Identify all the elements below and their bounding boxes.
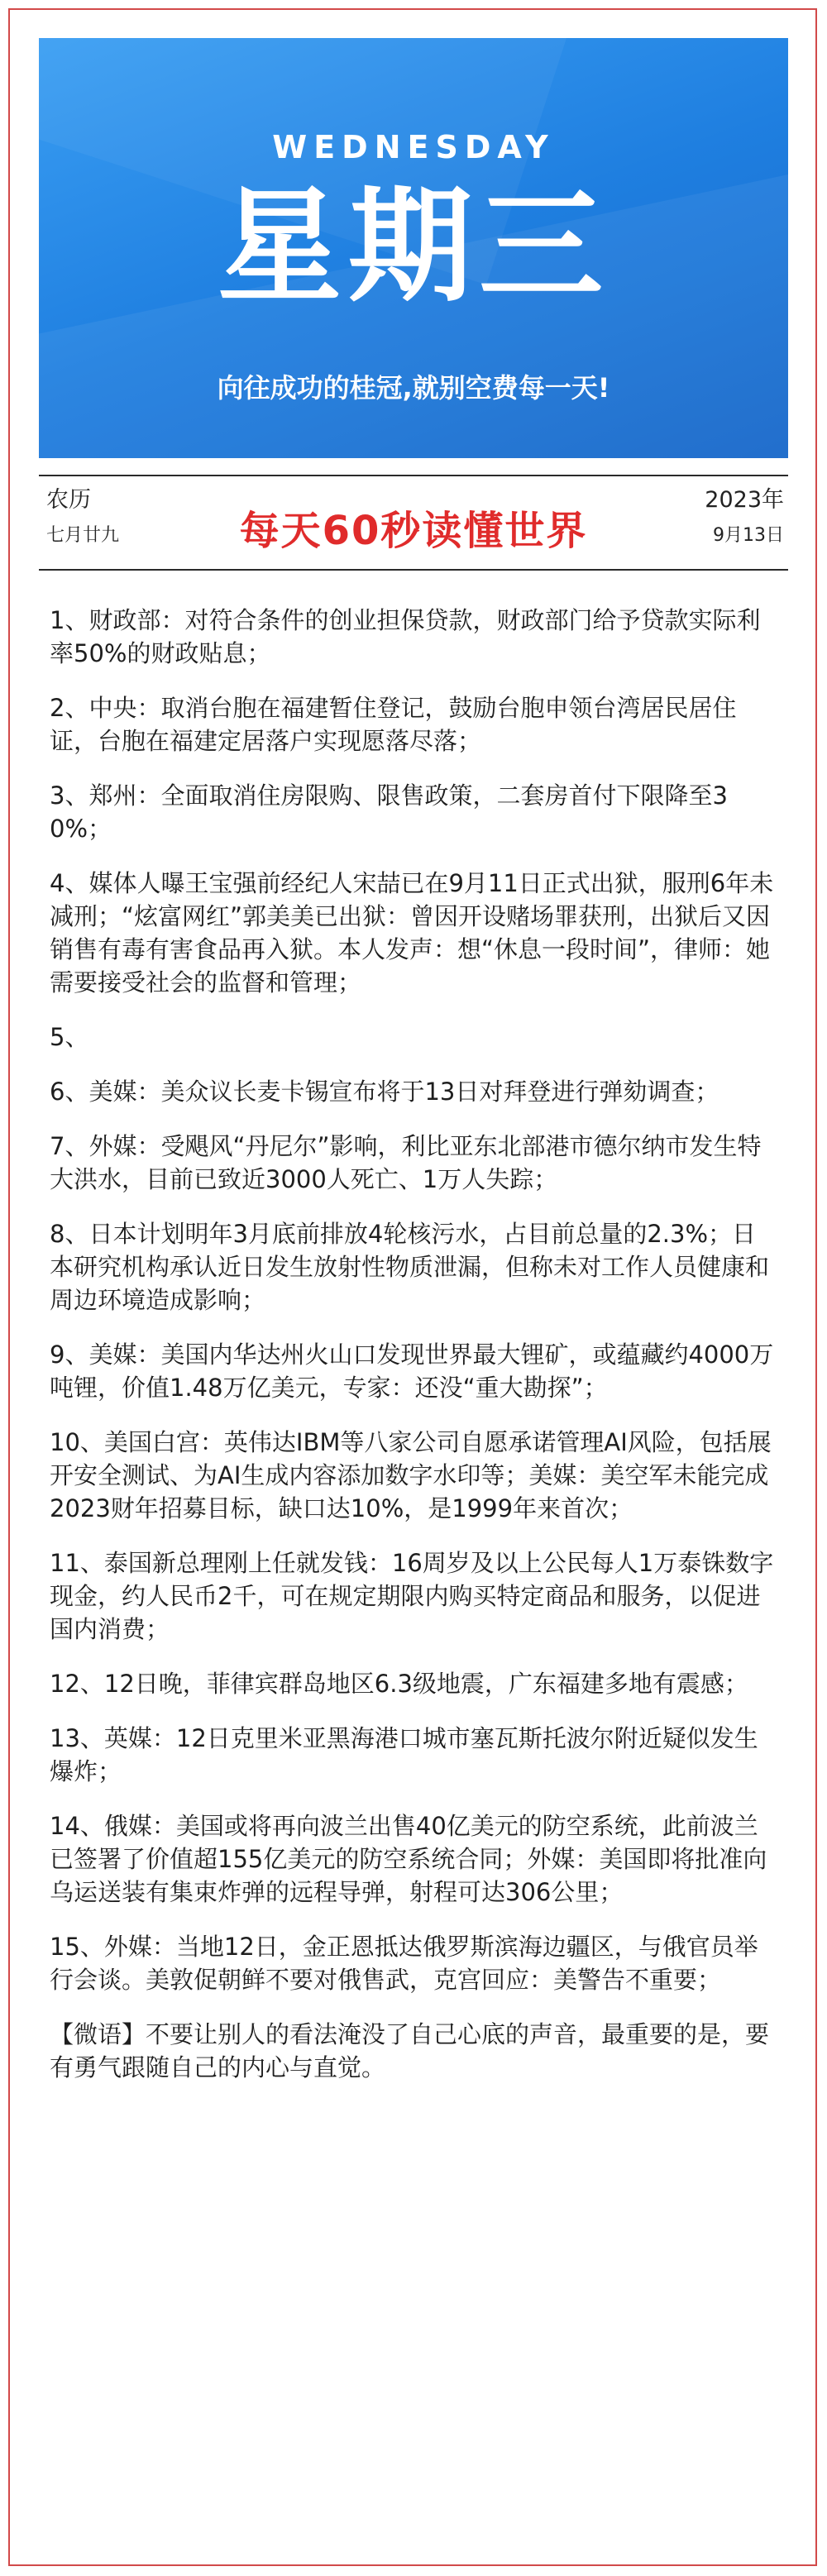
news-item-6: 6、美媒：美众议长麦卡锡宣布将于13日对拜登进行弹劾调查； [50,1078,719,1106]
news-item-2: 2、中央：取消台胞在福建暂住登记，鼓励台胞申领台湾居民居住证，台胞在福建定居落户实现愿落尽落； [50,694,737,755]
news-item-10: 10、美国白宫：英伟达IBM等八家公司自愿承诺管理AI风险，包括展开安全测试、为AI生成内容添加数字水印等；美媒：美空军未能完成2023财年招募目标，缺口达10%，是1999年来首次； [50,1428,772,1522]
news-item-15: 15、外媒：当地12日，金正恩抵达俄罗斯滨海边疆区，与俄官员举行会谈。美敦促朝鲜不要对俄售武，克宫回应：美警告不重要； [50,1933,758,1994]
news-item-13: 13、英媒：12日克里米亚黑海港口城市塞瓦斯托波尔附近疑似发生爆炸； [50,1724,758,1785]
news-item-11: 11、泰国新总理刚上任就发钱：16周岁及以上公民每人1万泰铢数字现金，约人民币2千，可在规定期限内购买特定商品和服务，以促进国内消费； [50,1549,774,1643]
header-rule-top [39,475,788,476]
lunar-date: 七月廿九 [46,525,120,546]
weekday-english: WEDNESDAY [272,129,555,165]
news-item-5: 5、 [50,1023,89,1051]
news-item-12: 12、12日晚，菲律宾群岛地区6.3级地震，广东福建多地有震感； [50,1670,748,1698]
date-label: 9月13日 [713,525,784,546]
header-banner [39,38,788,458]
news-list [50,604,777,2084]
banner-slogan: 向往成功的桂冠,就别空费每一天! [217,372,610,404]
news-item-14: 14、俄媒：美国或将再向波兰出售40亿美元的防空系统，此前波兰已签署了价值超155亿美元的防空系统合同；外媒：美国即将批准向乌运送装有集束炸弹的远程导弹，射程可达306公里； [50,1812,767,1906]
header-rule-bottom [39,569,788,571]
page-title: 每天60秒读懂世界 [239,508,588,554]
news-item-9: 9、美媒：美国内华达州火山口发现世界最大锂矿，或蕴藏约4000万吨锂，价值1.48万亿美元，专家：还没“重大勘探”； [50,1341,774,1402]
news-item-4: 4、媒体人曝王宝强前经纪人宋喆已在9月11日正式出狱，服刑6年未减刑；“炫富网红”郭美美已出狱：曾因开设赌场罪获刑，出狱后又因销售有毒有害食品再入狱。本人发声：想“休息一段时间”，律师：她需要接受社会的监督和管理； [50,869,774,996]
news-item-3: 3、郑州：全面取消住房限购、限售政策，二套房首付下限降至30%； [50,781,728,843]
lunar-label: 农历 [46,487,91,513]
year-label: 2023年 [705,487,784,513]
news-item-7: 7、外媒：受飓风“丹尼尔”影响，利比亚东北部港市德尔纳市发生特大洪水，目前已致近3000人死亡、1万人失踪； [50,1132,762,1193]
news-item-1: 1、财政部：对符合条件的创业担保贷款，财政部门给予贷款实际利率50%的财政贴息； [50,606,761,667]
daily-quote: 【微语】不要让别人的看法淹没了自己心底的声音，最重要的是，要有勇气跟随自己的内心与直觉。 [50,2020,770,2081]
weekday-chinese: 星期三 [217,175,609,319]
news-item-8: 8、日本计划明年3月底前排放4轮核污水，占目前总量的2.3%；日本研究机构承认近日发生放射性物质泄漏，但称未对工作人员健康和周边环境造成影响； [50,1220,770,1314]
